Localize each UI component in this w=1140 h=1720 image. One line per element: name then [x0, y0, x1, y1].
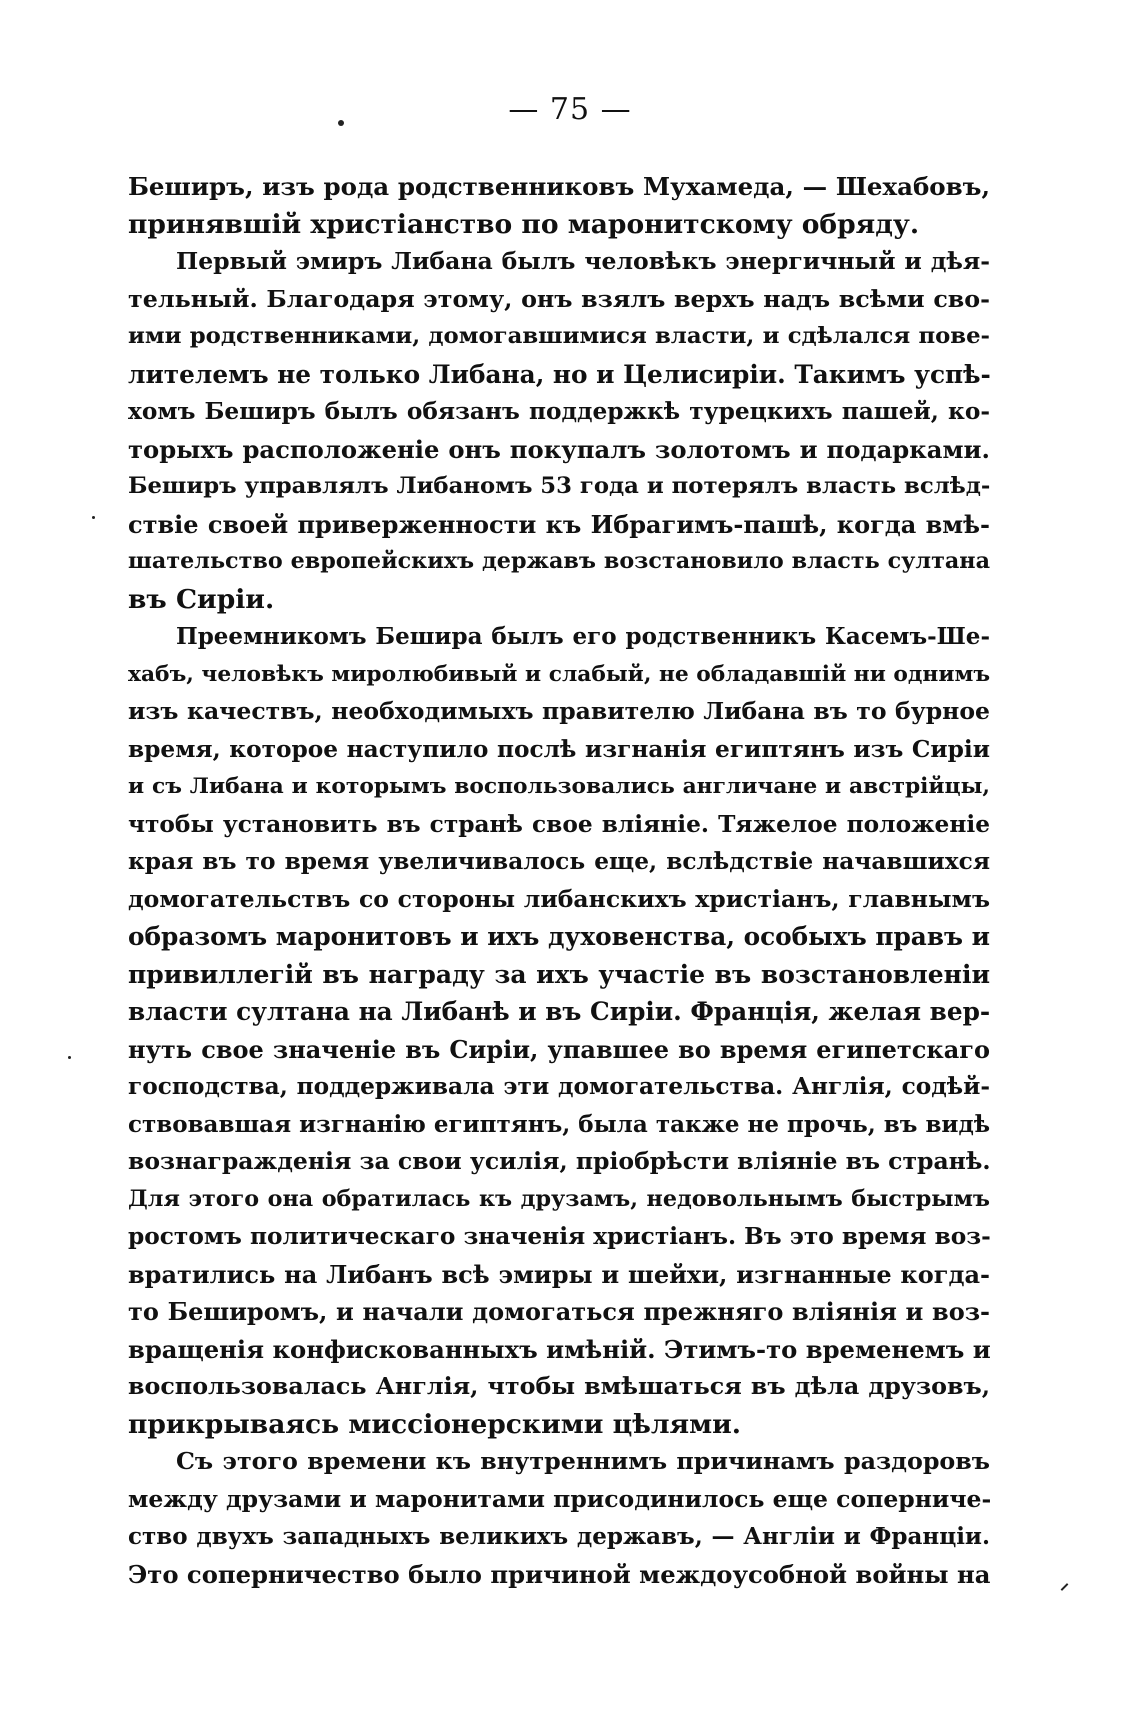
text-line: тельный. Благодаря этому, онъ взялъ верхъ надъ всѣми сво-: [128, 284, 990, 313]
text-line: хомъ Беширъ былъ обязанъ поддержкѣ турецкихъ пашей, ко-: [128, 398, 990, 425]
text-line: прикрываясь миссіонерскими цѣлями.: [128, 1408, 741, 1440]
text-line: Для этого она обратилась къ друзамъ, недовольнымъ быстрымъ: [128, 1185, 990, 1212]
text-line: ствіе своей приверженности къ Ибрагимъ-пашѣ, когда вмѣ-: [128, 509, 990, 539]
text-line: Первый эмиръ Либана былъ человѣкъ энергичный и дѣя-: [176, 247, 990, 275]
text-line: Это соперничество было причиной междоусобной войны на: [128, 1559, 991, 1589]
text-line: образомъ маронитовъ и ихъ духовенства, особыхъ правъ и: [128, 922, 990, 951]
text-line: Беширъ, изъ рода родственниковъ Мухамеда, — Шехабовъ,: [128, 172, 990, 201]
text-line: ство двухъ западныхъ великихъ державъ, — Англіи и Франціи.: [128, 1523, 990, 1550]
text-line: шательство европейскихъ державъ возстановило власть султана: [128, 548, 990, 574]
paragraph: [128, 1443, 990, 1593]
scan-speck: [92, 516, 95, 519]
text-line: воспользовалась Англія, чтобы вмѣшаться въ дѣла друзовъ,: [128, 1372, 990, 1400]
text-line: принявшій христіанство по маронитскому обряду.: [128, 208, 920, 240]
text-line: между друзами и маронитами присодинилось еще соперниче-: [128, 1484, 992, 1513]
text-line: ими родственниками, домогавшимися власти, и сдѣлался пове-: [128, 323, 990, 349]
text-line: хабъ, человѣкъ миролюбивый и слабый, не обладавшій ни однимъ: [128, 661, 991, 687]
text-line: изъ качествъ, необходимыхъ правителю Либана въ то бурное: [128, 697, 990, 725]
page-number: — 75 —: [508, 92, 632, 127]
scan-speck: [68, 1056, 71, 1059]
text-line: Съ этого времени къ внутреннимъ причинамъ раздоровъ: [176, 1447, 990, 1475]
paragraph: [128, 168, 990, 243]
text-line: нуть свое значеніе въ Сиріи, упавшее во время египетскаго: [128, 1034, 990, 1064]
text-line: вознагражденія за свои усилія, пріобрѣсти вліяніе въ странѣ.: [128, 1147, 991, 1175]
text-line: господства, поддерживала эти домогательства. Англія, содѣй-: [128, 1073, 990, 1100]
scan-speck: [338, 120, 344, 126]
text-line: Преемникомъ Бешира былъ его родственникъ Касемъ-Ше-: [176, 623, 990, 650]
paragraph: [128, 243, 990, 618]
text-line: лителемъ не только Либана, но и Целисиріи. Такимъ успѣ-: [128, 359, 991, 389]
text-line: въ Сиріи.: [128, 583, 275, 615]
text-line: Беширъ управлялъ Либаномъ 53 года и потерялъ власть вслѣд-: [128, 473, 991, 499]
text-line: вращенія конфискованныхъ имѣній. Этимъ-то временемъ и: [128, 1334, 991, 1364]
text-line: ствовавшая изгнанію египтянъ, была также не прочь, въ видѣ: [128, 1110, 990, 1138]
text-line: время, которое наступило послѣ изгнанія египтянъ изъ Сиріи: [128, 735, 990, 763]
text-line: власти султана на Либанѣ и въ Сиріи. Франція, желая вер-: [128, 997, 991, 1026]
text-line: и съ Либана и которымъ воспользовались англичане и австрійцы,: [128, 774, 990, 799]
paragraph: [128, 618, 990, 1443]
text-line: торыхъ расположеніе онъ покупалъ золотомъ и подарками.: [128, 434, 990, 464]
text-line: края въ то время увеличивалось еще, вслѣдствіе начавшихся: [128, 848, 990, 875]
scan-speck: [1061, 1583, 1069, 1591]
text-line: ростомъ политическаго значенія христіанъ. Въ это время воз-: [128, 1223, 991, 1250]
body-text: [128, 168, 990, 1593]
text-line: привиллегій въ награду за ихъ участіе въ возстановленіи: [128, 959, 990, 989]
text-line: домогательствъ со стороны либанскихъ христіанъ, главнымъ: [128, 884, 990, 913]
text-line: вратились на Либанъ всѣ эмиры и шейхи, изгнанные когда-: [128, 1259, 990, 1289]
text-line: то Беширомъ, и начали домогаться прежняго вліянія и воз-: [128, 1297, 990, 1326]
text-line: чтобы установить въ странѣ свое вліяніе. Тяжелое положеніе: [128, 810, 990, 838]
